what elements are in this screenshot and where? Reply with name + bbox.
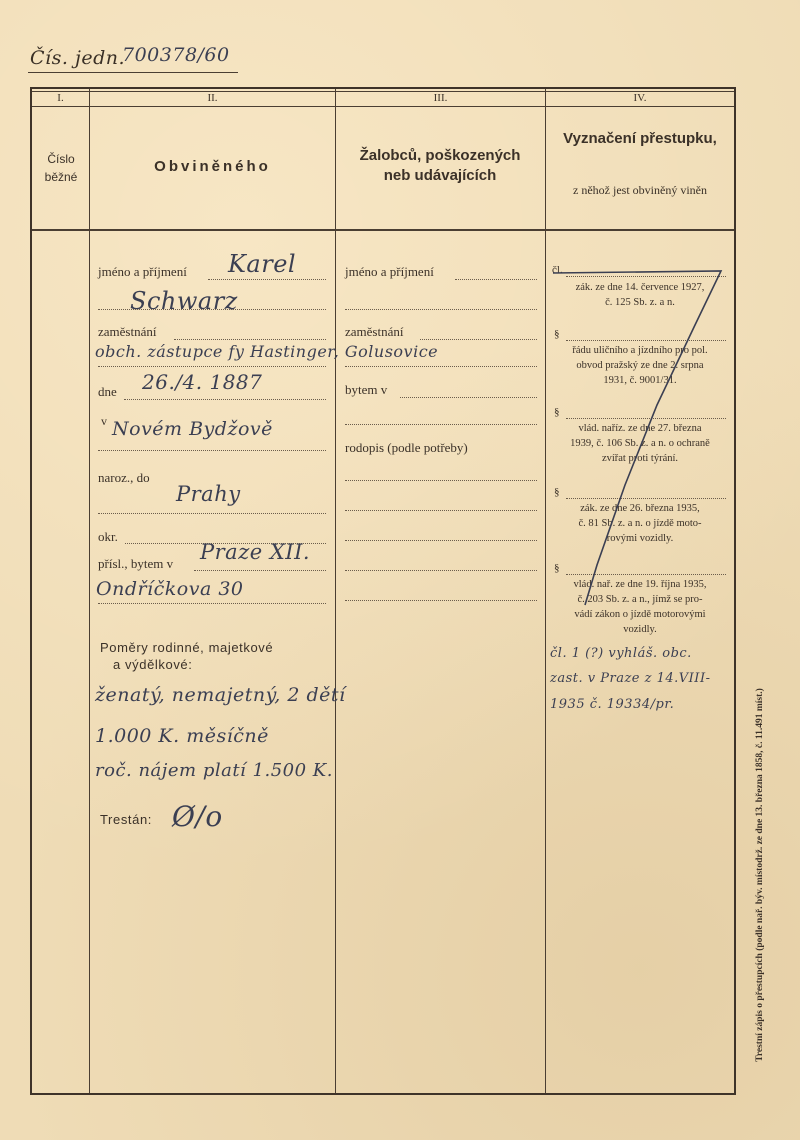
dotline — [174, 339, 326, 340]
offense-ref-5-line-2: č. 203 Sb. z. a n., jímž se pro- — [577, 594, 703, 605]
dotline — [98, 603, 326, 604]
header-bottom-line — [32, 229, 734, 231]
offense-ref-2-line-3: 1931, č. 9001/31. — [603, 375, 677, 386]
dotline — [345, 510, 537, 511]
complainant-description-label: rodopis (podle potřeby) — [345, 440, 468, 455]
dotline — [98, 513, 326, 514]
dotline — [345, 309, 537, 310]
accused-occupation: obch. zástupce fy Hastinger, Golusovice — [95, 342, 439, 361]
offense-ref-3-line-1: vlád. naříz. ze dne 27. března — [578, 423, 702, 434]
dotline — [455, 279, 537, 280]
dotline — [345, 540, 537, 541]
dotline — [400, 397, 537, 398]
col-1-numeral: I. — [57, 92, 64, 104]
offense-ref-2-line-1: řádu uličního a jízdního pro pol. — [572, 345, 708, 356]
col-4-subtitle: z něhož jest obviněný viněn — [573, 183, 707, 197]
offense-ref-1-mark: čl. — [552, 264, 563, 276]
family-detail-line-3: roč. nájem platí 1.500 K. — [95, 760, 333, 781]
accused-residence: Praze XII. — [200, 540, 311, 564]
offense-ref-3-line-2: 1939, č. 106 Sb. z. a n. o ochraně — [570, 438, 710, 449]
family-label-line-2: a výdělkové: — [113, 657, 193, 672]
offense-ref-4-mark: § — [554, 486, 560, 498]
offense-note-line-2: zast. v Praze z 14.VIII- — [550, 671, 711, 686]
dotline — [98, 450, 326, 451]
accused-born-label: dne — [98, 384, 117, 399]
dotline — [98, 309, 326, 310]
accused-first-name: Karel — [228, 250, 297, 278]
dotline — [98, 366, 326, 367]
offense-ref-3-mark: § — [554, 406, 560, 418]
punished-value: Ø/o — [172, 800, 223, 833]
dotline — [345, 480, 537, 481]
family-label-line-1: Poměry rodinné, majetkové — [100, 640, 274, 655]
dotline — [345, 424, 537, 425]
doc-number-label: Čís. jedn. — [30, 47, 126, 69]
accused-last-name: Schwarz — [130, 287, 238, 315]
col-4-title: Vyznačení přestupku, — [563, 130, 717, 147]
offense-note-line-1: čl. 1 (?) vyhláš. obc. — [550, 646, 692, 661]
col-2-title: Obviněného — [154, 158, 271, 175]
accused-domicile-label: naroz., do — [98, 470, 150, 485]
accused-birth-date: 26./4. 1887 — [142, 370, 263, 394]
numeral-row-line — [32, 106, 734, 107]
accused-name-label: jméno a příjmení — [98, 264, 187, 279]
col-2-numeral: II. — [207, 92, 218, 104]
offense-ref-5-line-3: vádí zákon o jízdě motorovými — [574, 609, 706, 620]
offense-ref-1-line-2: č. 125 Sb. z. a n. — [605, 297, 675, 308]
offense-ref-3-line-3: zvířat proti týrání. — [601, 453, 679, 464]
punished-label: Trestán: — [100, 812, 153, 827]
family-detail-line-1: ženatý, nemajetný, 2 dětí — [95, 684, 346, 706]
offense-ref-2-line-2: obvod pražský ze dne 2. srpna — [576, 360, 704, 371]
complainant-occupation-label: zaměstnání — [345, 324, 404, 339]
col-divider-2 — [335, 89, 336, 1093]
offense-ref-5-line-4: vozidly. — [623, 624, 657, 635]
accused-domicile: Prahy — [176, 482, 241, 506]
accused-residence-label: přísl., bytem v — [98, 556, 174, 571]
accused-street: Ondříčkova 30 — [96, 578, 244, 600]
doc-number-value: 700378/60 — [122, 44, 230, 66]
offense-note-line-3: 1935 č. 19334/pr. — [550, 697, 675, 712]
dotline — [124, 399, 326, 400]
col-divider-1 — [89, 89, 90, 1093]
dotline — [194, 570, 326, 571]
offense-ref-4-line-3: rovými vozidly. — [606, 533, 674, 544]
accused-in-label: v — [101, 414, 107, 428]
doc-number-underline — [28, 72, 238, 73]
side-note-vertical: Trestní zápis o přestupcích (podle nař. býv. místodrž. ze dne 13. března 1858, č. 11.491 míst.) — [755, 688, 765, 1062]
complainant-name-label: jméno a příjmení — [345, 264, 434, 279]
dotline — [420, 339, 537, 340]
offense-ref-2-mark: § — [554, 328, 560, 340]
accused-birthplace: Novém Bydžově — [112, 418, 273, 440]
col-1-title: Číslo běžné — [44, 152, 78, 184]
offense-ref-4-line-2: č. 81 Sb. z. a n. o jízdě moto- — [578, 518, 702, 529]
complainant-residence-label: bytem v — [345, 382, 388, 397]
offense-ref-5-mark: § — [554, 562, 560, 574]
col-3-title: Žalobců, poškozených neb udávajících — [359, 147, 521, 184]
dotline — [345, 366, 537, 367]
dotline — [345, 600, 537, 601]
offense-ref-1-line-1: zák. ze dne 14. července 1927, — [575, 282, 705, 293]
strike-through-line — [545, 265, 745, 625]
dotline — [208, 279, 326, 280]
dotline — [345, 570, 537, 571]
accused-occupation-label: zaměstnání — [98, 324, 157, 339]
offense-ref-5-line-1: vlád. nař. ze dne 19. října 1935, — [573, 579, 707, 590]
col-3-numeral: III. — [433, 92, 448, 104]
col-4-numeral: IV. — [633, 92, 647, 104]
family-detail-line-2: 1.000 K. měsíčně — [95, 725, 269, 747]
offense-ref-4-line-1: zák. ze dne 26. března 1935, — [580, 503, 700, 514]
accused-district-label: okr. — [98, 529, 118, 544]
